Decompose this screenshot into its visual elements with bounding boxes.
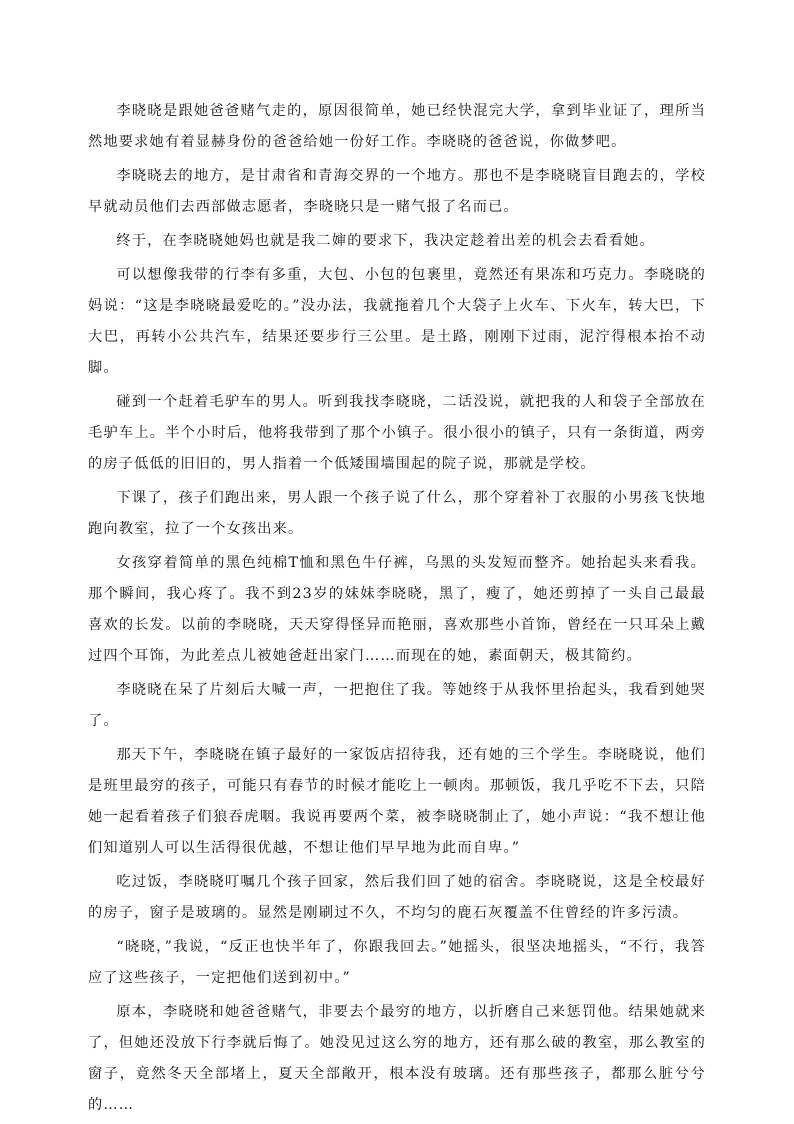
paragraph-4: 可以想像我带的行李有多重，大包、小包的包裹里，竟然还有果冻和巧克力。李晓晓的妈说：“这是李晓晓最爱吃的。”没办法，我就拖着几个大袋子上火车、下火车，转大巴，下大巴，再转小公共汽车，结果还要步行三公里。是土路，刚刚下过雨，泥泞得根本抬不动脚。 <box>88 267 706 376</box>
paragraph-7: 女孩穿着简单的黑色纯棉T恤和黑色牛仔裤，乌黑的头发短而整齐。她抬起头来看我。那个瞬间，我心疼了。我不到23岁的妹妹李晓晓，黑了，瘦了，她还剪掉了一头自己最最喜欢的长发。以前的李晓晓，天天穿得怪异而艳丽，喜欢那些小首饰，曾经在一只耳朵上戴过四个耳饰，为此差点儿被她爸赶出家门……而现在的她，素面朝天，极其简约。 <box>88 555 706 664</box>
paragraph-3: 终于，在李晓晓她妈也就是我二婶的要求下，我决定趁着出差的机会去看看她。 <box>116 233 655 249</box>
paragraph-12: 原本，李晓晓和她爸爸赌气，非要去个最穷的地方，以折磨自己来惩罚他。结果她就来了，但她还没放下行李就后悔了。她没见过这么穷的地方，还有那么破的教室，那么教室的窗子，竟然冬天全部堵上，夏天全部敞开，根本没有玻璃。还有那些孩子，都那么脏兮兮的…… <box>88 1004 706 1113</box>
paragraph-8: 李晓晓在呆了片刻后大喊一声，一把抱住了我。等她终于从我怀里抬起头，我看到她哭了。 <box>88 682 706 729</box>
story-body <box>88 96 706 1124</box>
paragraph-11: “晓晓，”我说，“反正也快半年了，你跟我回去。”她摇头，很坚决地摇头，“不行，我答应了这些孩子，一定把他们送到初中。” <box>88 939 706 986</box>
paragraph-10: 吃过饭，李晓晓叮嘱几个孩子回家，然后我们回了她的宿舍。李晓晓说，这是全校最好的房子，窗子是玻璃的。显然是刚刷过不久，不均匀的鹿石灰覆盖不住曾经的许多污渍。 <box>88 874 706 921</box>
paragraph-9: 那天下午，李晓晓在镇子最好的一家饭店招待我，还有她的三个学生。李晓晓说，他们是班里最穷的孩子，可能只有春节的时候才能吃上一顿肉。那顿饭，我几乎吃不下去，只陪她一起看着孩子们狼吞虎咽。我说再要两个菜，被李晓晓制止了，她小声说：“我不想让他们知道别人可以生活得很优越，不想让他们早早地为此而自卑。” <box>88 747 706 856</box>
paragraph-2: 李晓晓去的地方，是甘肃省和青海交界的一个地方。那也不是李晓晓盲目跑去的，学校早就动员他们去西部做志愿者，李晓晓只是一赌气报了名而已。 <box>88 168 706 215</box>
paragraph-6: 下课了，孩子们跑出来，男人跟一个孩子说了什么，那个穿着补丁衣服的小男孩飞快地跑向教室，拉了一个女孩出来。 <box>88 490 706 537</box>
paragraph-1: 李晓晓是跟她爸爸赌气走的，原因很简单，她已经快混完大学，拿到毕业证了，理所当然地要求她有着显赫身份的爸爸给她一份好工作。李晓晓的爸爸说，你做梦吧。 <box>88 103 706 150</box>
paragraph-5: 碰到一个赶着毛驴车的男人。听到我找李晓晓，二话没说，就把我的人和袋子全部放在毛驴车上。半个小时后，他将我带到了那个小镇子。很小很小的镇子，只有一条街道，两旁的房子低低的旧旧的，男人指着一个低矮围墙围起的院子说，那就是学校。 <box>88 394 706 472</box>
